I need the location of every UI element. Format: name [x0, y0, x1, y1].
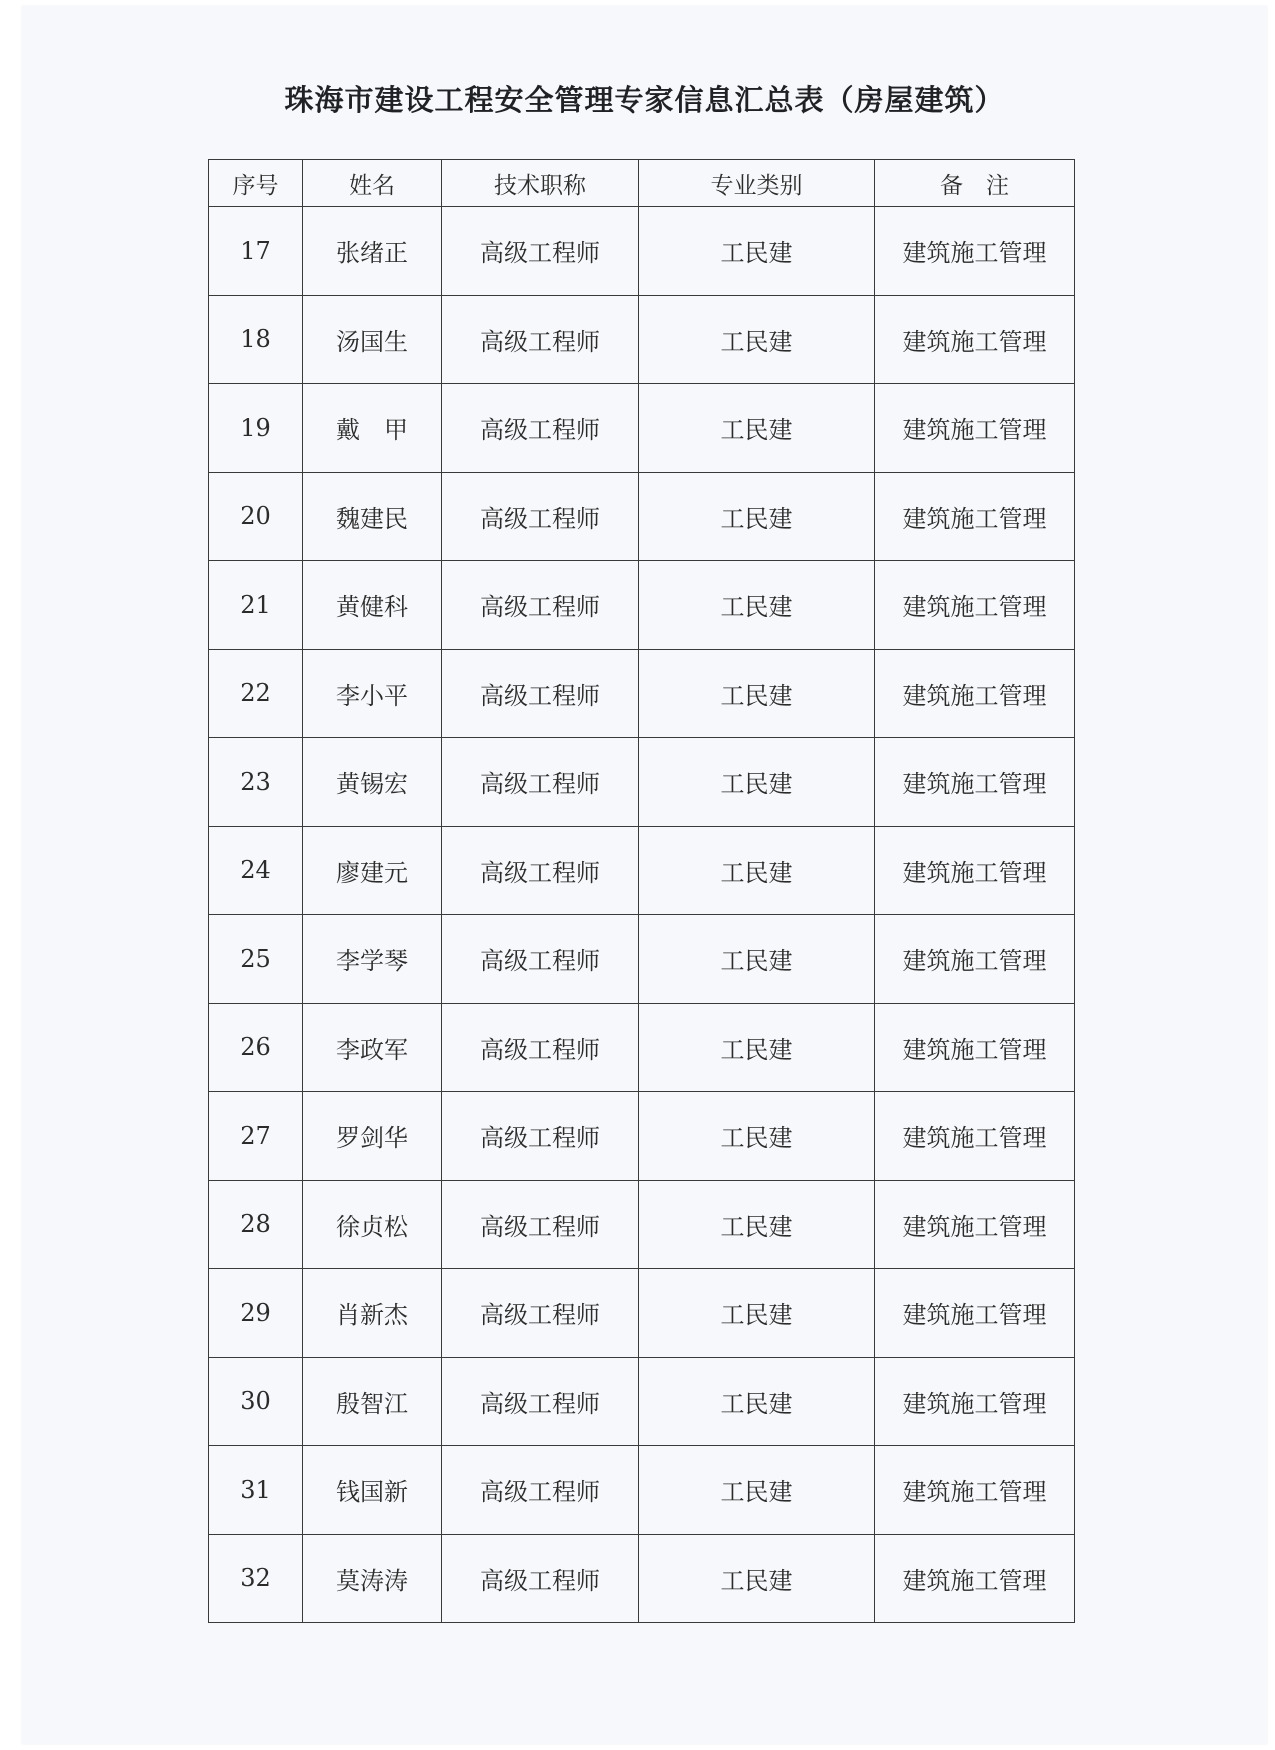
cell-seq: 23	[209, 738, 303, 827]
cell-remark: 建筑施工管理	[875, 826, 1075, 915]
cell-name: 黄锡宏	[303, 738, 442, 827]
cell-major: 工民建	[639, 1534, 875, 1623]
cell-major: 工民建	[639, 384, 875, 473]
cell-title: 高级工程师	[442, 384, 639, 473]
cell-title: 高级工程师	[442, 295, 639, 384]
cell-title: 高级工程师	[442, 1534, 639, 1623]
cell-name: 殷智江	[303, 1357, 442, 1446]
cell-major: 工民建	[639, 561, 875, 650]
cell-seq: 28	[209, 1180, 303, 1269]
cell-name: 莫涛涛	[303, 1534, 442, 1623]
cell-seq: 27	[209, 1092, 303, 1181]
cell-seq: 32	[209, 1534, 303, 1623]
cell-major: 工民建	[639, 1092, 875, 1181]
cell-seq: 30	[209, 1357, 303, 1446]
cell-seq: 21	[209, 561, 303, 650]
cell-title: 高级工程师	[442, 738, 639, 827]
cell-remark: 建筑施工管理	[875, 295, 1075, 384]
cell-name: 戴 甲	[303, 384, 442, 473]
cell-name: 李学琴	[303, 915, 442, 1004]
cell-name: 罗剑华	[303, 1092, 442, 1181]
cell-major: 工民建	[639, 738, 875, 827]
cell-name: 张绪正	[303, 207, 442, 296]
cell-seq: 24	[209, 826, 303, 915]
cell-remark: 建筑施工管理	[875, 915, 1075, 1004]
cell-seq: 25	[209, 915, 303, 1004]
cell-seq: 22	[209, 649, 303, 738]
cell-major: 工民建	[639, 915, 875, 1004]
header-major: 专业类别	[639, 160, 875, 207]
cell-seq: 19	[209, 384, 303, 473]
table-row	[209, 295, 1075, 384]
cell-remark: 建筑施工管理	[875, 1534, 1075, 1623]
cell-title: 高级工程师	[442, 649, 639, 738]
cell-remark: 建筑施工管理	[875, 1269, 1075, 1358]
cell-name: 黄健科	[303, 561, 442, 650]
table-row	[209, 826, 1075, 915]
cell-major: 工民建	[639, 1446, 875, 1535]
cell-title: 高级工程师	[442, 561, 639, 650]
cell-remark: 建筑施工管理	[875, 649, 1075, 738]
cell-seq: 31	[209, 1446, 303, 1535]
cell-title: 高级工程师	[442, 826, 639, 915]
table-row	[209, 561, 1075, 650]
header-name: 姓名	[303, 160, 442, 207]
expert-table	[208, 159, 1075, 1623]
cell-major: 工民建	[639, 472, 875, 561]
cell-major: 工民建	[639, 207, 875, 296]
cell-seq: 29	[209, 1269, 303, 1358]
header-remark: 备 注	[875, 160, 1075, 207]
table-header-row	[209, 160, 1075, 207]
cell-remark: 建筑施工管理	[875, 1446, 1075, 1535]
cell-remark: 建筑施工管理	[875, 472, 1075, 561]
cell-name: 肖新杰	[303, 1269, 442, 1358]
table-row	[209, 472, 1075, 561]
cell-title: 高级工程师	[442, 1269, 639, 1358]
table-body	[209, 207, 1075, 1623]
cell-major: 工民建	[639, 1269, 875, 1358]
table-row	[209, 207, 1075, 296]
header-title: 技术职称	[442, 160, 639, 207]
table-row	[209, 738, 1075, 827]
cell-major: 工民建	[639, 826, 875, 915]
header-seq: 序号	[209, 160, 303, 207]
cell-remark: 建筑施工管理	[875, 1092, 1075, 1181]
table-row	[209, 1269, 1075, 1358]
cell-remark: 建筑施工管理	[875, 561, 1075, 650]
cell-name: 钱国新	[303, 1446, 442, 1535]
cell-title: 高级工程师	[442, 1003, 639, 1092]
table-row	[209, 1092, 1075, 1181]
document-page	[22, 6, 1267, 1744]
table-row	[209, 1446, 1075, 1535]
cell-seq: 20	[209, 472, 303, 561]
cell-remark: 建筑施工管理	[875, 1357, 1075, 1446]
cell-title: 高级工程师	[442, 472, 639, 561]
cell-seq: 26	[209, 1003, 303, 1092]
page-title: 珠海市建设工程安全管理专家信息汇总表（房屋建筑）	[284, 83, 1005, 117]
cell-major: 工民建	[639, 1180, 875, 1269]
cell-major: 工民建	[639, 1357, 875, 1446]
cell-remark: 建筑施工管理	[875, 738, 1075, 827]
cell-title: 高级工程师	[442, 915, 639, 1004]
cell-title: 高级工程师	[442, 207, 639, 296]
cell-seq: 18	[209, 295, 303, 384]
cell-title: 高级工程师	[442, 1357, 639, 1446]
table-row	[209, 1357, 1075, 1446]
cell-title: 高级工程师	[442, 1446, 639, 1535]
cell-remark: 建筑施工管理	[875, 384, 1075, 473]
cell-major: 工民建	[639, 295, 875, 384]
cell-name: 徐贞松	[303, 1180, 442, 1269]
cell-remark: 建筑施工管理	[875, 1180, 1075, 1269]
cell-name: 李小平	[303, 649, 442, 738]
cell-name: 廖建元	[303, 826, 442, 915]
table-row	[209, 649, 1075, 738]
table-row	[209, 915, 1075, 1004]
cell-name: 汤国生	[303, 295, 442, 384]
cell-title: 高级工程师	[442, 1180, 639, 1269]
cell-name: 李政军	[303, 1003, 442, 1092]
cell-major: 工民建	[639, 649, 875, 738]
table-row	[209, 384, 1075, 473]
table-row	[209, 1534, 1075, 1623]
cell-remark: 建筑施工管理	[875, 207, 1075, 296]
cell-title: 高级工程师	[442, 1092, 639, 1181]
cell-name: 魏建民	[303, 472, 442, 561]
cell-seq: 17	[209, 207, 303, 296]
cell-remark: 建筑施工管理	[875, 1003, 1075, 1092]
table-row	[209, 1003, 1075, 1092]
table-row	[209, 1180, 1075, 1269]
cell-major: 工民建	[639, 1003, 875, 1092]
